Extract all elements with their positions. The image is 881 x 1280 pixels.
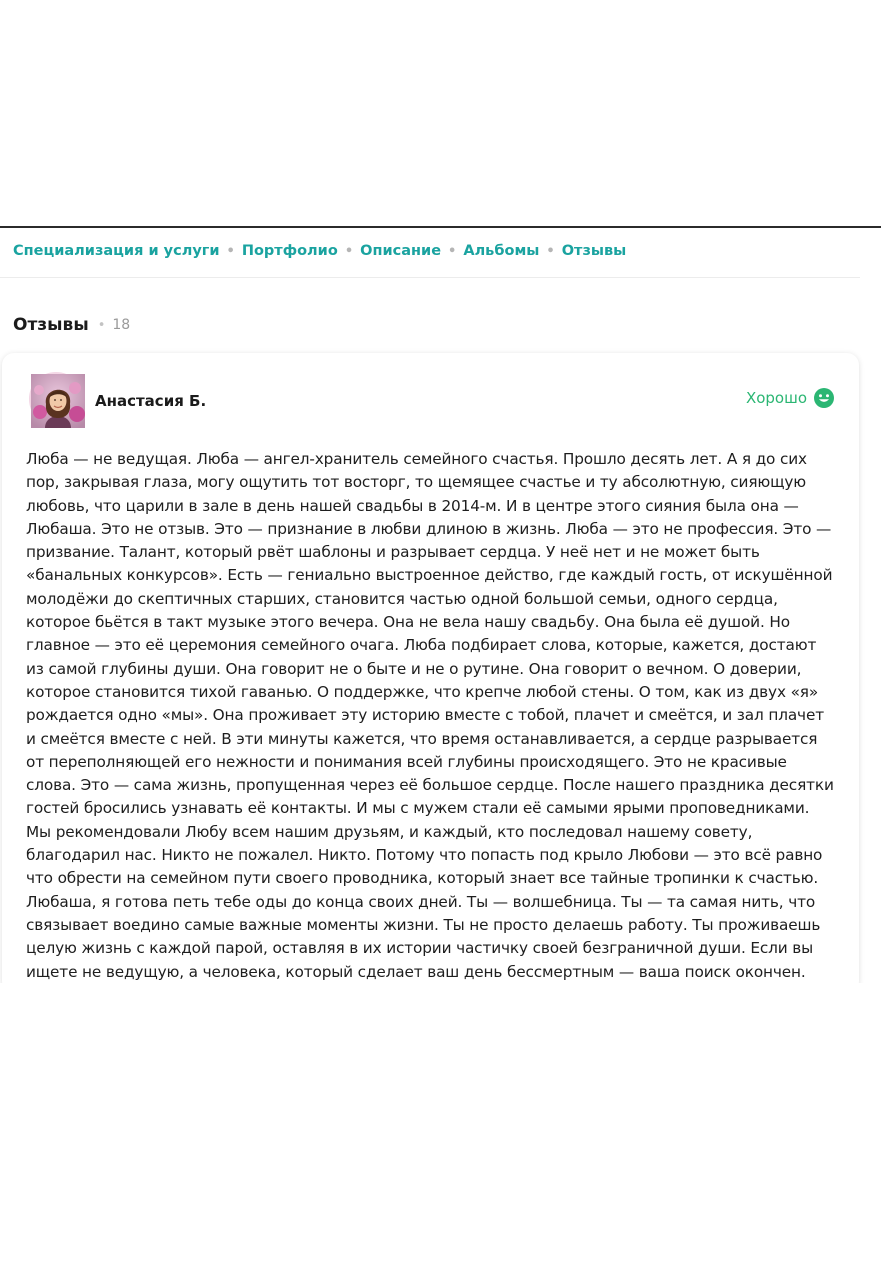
reviews-count: 18 [112,317,131,333]
nav-link-portfolio[interactable]: Портфолио [241,243,338,259]
reviews-header [13,315,130,335]
nav-link-albums[interactable]: Альбомы [463,243,540,259]
smile-icon [813,387,835,409]
review-rating [746,387,835,409]
content-cutoff [0,983,881,1280]
review-card [2,353,859,993]
section-nav [13,243,626,259]
reviews-separator: • [97,317,106,333]
nav-divider [0,277,860,278]
review-text: Люба — не ведущая. Люба — ангел-хранитель семейного счастья. Прошло десять лет. А я до сих пор, закрывая глаза, могу ощутить тот восторг, то щемящее счастье и ту абсолютную, сияющую любовь, что царили в зале в день нашей свадьбы в 2014-м. И в центре этого сияния была она — Любаша. Это не отзыв. Это — признание в любви длиною в жизнь. Люба — это не профессия. Это — призвание. Талант, который рвёт шаблоны и разрывает сердца. У неё нет и не может быть «банальных конкурсов». Есть — гениально выстроенное действо, где каждый гость, от искушённой молодёжи до скептичных старших, становится частью одной большой семьи, одного сердца, которое бьётся в такт музыке этого вечера. Она не вела нашу свадьбу. Она была её душой. Но главное — это её церемония семейного очага. Люба подбирает слова, которые, кажется, достают из самой глубины души. Она говорит не о быте и не о рутине. Она говорит о вечном. О доверии, которое становится тихой гаванью. О поддержке, что крепче любой стены. О том, как из двух «я» рождается одно «мы». Она проживает эту историю вместе с тобой, плачет и смеётся, и зал плачет и смеётся вместе с ней. В эти минуты кажется, что время останавливается, а сердце разрывается от переполняющей его нежности и понимания всей глубины происходящего. Это не красивые слова. Это — сама жизнь, пропущенная через её большое сердце. После нашего праздника десятки гостей бросились узнавать её контакты. И мы с мужем стали её самыми ярыми проповедниками. Мы рекомендовали Любу всем нашим друзьям, и каждый, кто последовал нашему совету, благодарил нас. Никто не пожалел. Никто. Потому что попасть под крыло Любови — это всё равно что обрести на семейном пути своего проводника, который знает все тайные тропинки к счастью. Любаша, я готова петь тебе оды до конца своих дней. Ты — волшебница. Ты — та самая нить, что связывает воедино самые важные моменты жизни. Ты не просто делаешь работу. Ты проживаешь целую жизнь с каждой парой, оставляя в их истории частичку своей безграничной души. Если вы ищете не ведущую, а человека, который сделает ваш день бессмертным — ваша поиск окончен. [26,450,834,981]
nav-separator: • [546,243,555,259]
nav-link-services[interactable]: Специализация и услуги [13,243,220,259]
review-author[interactable]: Анастасия Б. [95,392,207,410]
reviews-title: Отзывы [13,315,89,335]
avatar-photo-icon [31,374,85,428]
nav-separator: • [226,243,235,259]
top-divider [0,226,881,228]
nav-link-description[interactable]: Описание [360,243,442,259]
avatar[interactable] [29,372,83,426]
rating-label: Хорошо [745,389,807,407]
nav-link-reviews[interactable]: Отзывы [561,243,627,259]
nav-separator: • [344,243,354,259]
nav-separator: • [448,243,457,259]
